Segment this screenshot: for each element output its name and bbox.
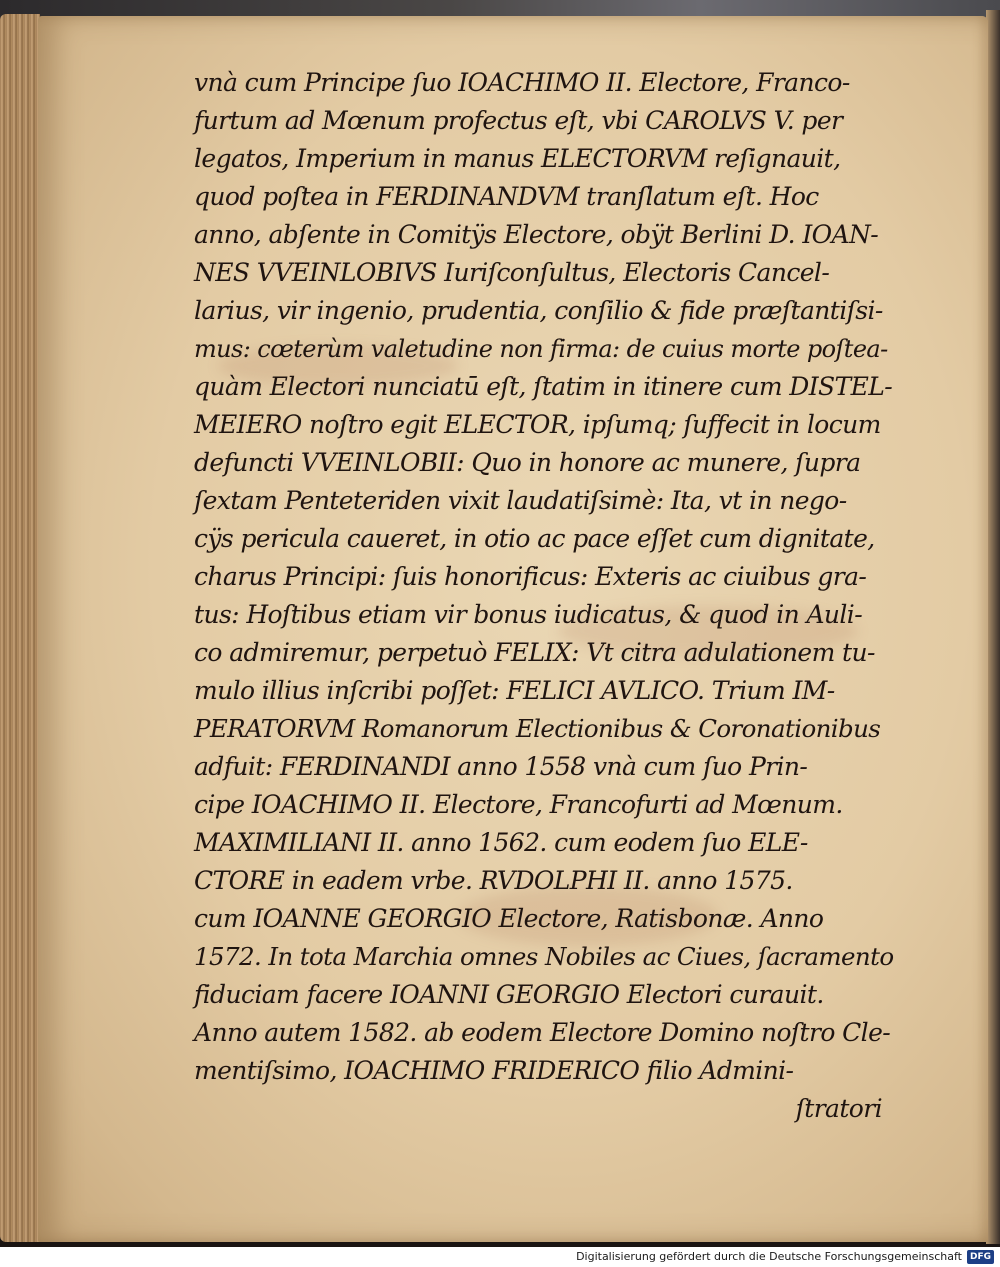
text-line: fiduciam facere IOANNI GEORGIO Electori curauit.	[194, 980, 824, 1009]
text-line: 1572. In tota Marchia omnes Nobiles ac Ciues, ſacramento	[194, 942, 894, 971]
text-line: legatos, Imperium in manus ELECTORVM reſignauit,	[194, 144, 841, 173]
text-line: MEIERO noſtro egit ELECTOR, ipſumq; ſuffecit in locum	[194, 410, 881, 439]
text-line: Anno autem 1582. ab eodem Electore Domino noſtro Cle-	[194, 1018, 891, 1047]
page-text	[194, 64, 894, 1128]
text-line: defuncti VVEINLOBII: Quo in honore ac munere, ſupra	[194, 448, 861, 477]
text-line: tus: Hoſtibus etiam vir bonus iudicatus, & quod in Auli-	[194, 600, 863, 629]
text-line: mulo illius inſcribi poſſet: FELICI AVLICO. Trium IM-	[194, 676, 835, 705]
text-line: mentiſsimo, IOACHIMO FRIDERICO filio Admini-	[194, 1056, 794, 1085]
text-line: cipe IOACHIMO II. Electore, Francofurti ad Mœnum.	[194, 790, 843, 819]
text-line: larius, vir ingenio, prudentia, conſilio & fide præſtantiſsi-	[194, 296, 883, 325]
page-edges	[0, 14, 40, 1242]
text-line: adfuit: FERDINANDI anno 1558 vnà cum ſuo Prin-	[194, 752, 808, 781]
right-page-shadow	[986, 10, 1000, 1244]
text-line: quàm Electori nunciatū eſt, ſtatim in itinere cum DISTEL-	[194, 372, 893, 401]
text-line: ſextam Penteteriden vixit laudatiſsimè: Ita, vt in nego-	[194, 486, 847, 515]
text-line: anno, abſente in Comitÿs Electore, obÿt Berlini D. IOAN-	[194, 220, 879, 249]
text-line: furtum ad Mœnum profectus eſt, vbi CAROLVS V. per	[194, 106, 843, 135]
catchword: ſtratori	[795, 1094, 882, 1123]
text-line: vnà cum Principe ſuo IOACHIMO II. Electore, Franco-	[194, 68, 850, 97]
text-line: quod poſtea in FERDINANDVM tranſlatum eſt. Hoc	[194, 182, 819, 211]
text-line: MAXIMILIANI II. anno 1562. cum eodem ſuo ELE-	[194, 828, 808, 857]
text-line: NES VVEINLOBIVS Iuriſconſultus, Electoris Cancel-	[194, 258, 830, 287]
funding-credit: Digitalisierung gefördert durch die Deutsche Forschungsgemeinschaft	[576, 1250, 962, 1263]
footer-bar	[0, 1247, 1000, 1267]
text-line: charus Principi: ſuis honorificus: Exteris ac ciuibus gra-	[194, 562, 867, 591]
text-line: cÿs pericula caueret, in otio ac pace eſſet cum dignitate,	[194, 524, 875, 553]
text-line: PERATORVM Romanorum Electionibus & Coronationibus	[194, 714, 881, 743]
text-line: cum IOANNE GEORGIO Electore, Ratisbonæ. Anno	[194, 904, 824, 933]
text-line: mus: cœterùm valetudine non firma: de cuius morte poſtea-	[194, 335, 888, 363]
text-line: co admiremur, perpetuò FELIX: Vt citra adulationem tu-	[194, 638, 875, 667]
dfg-logo: DFG	[967, 1250, 994, 1264]
text-line: CTORE in eadem vrbe. RVDOLPHI II. anno 1575.	[194, 866, 793, 895]
